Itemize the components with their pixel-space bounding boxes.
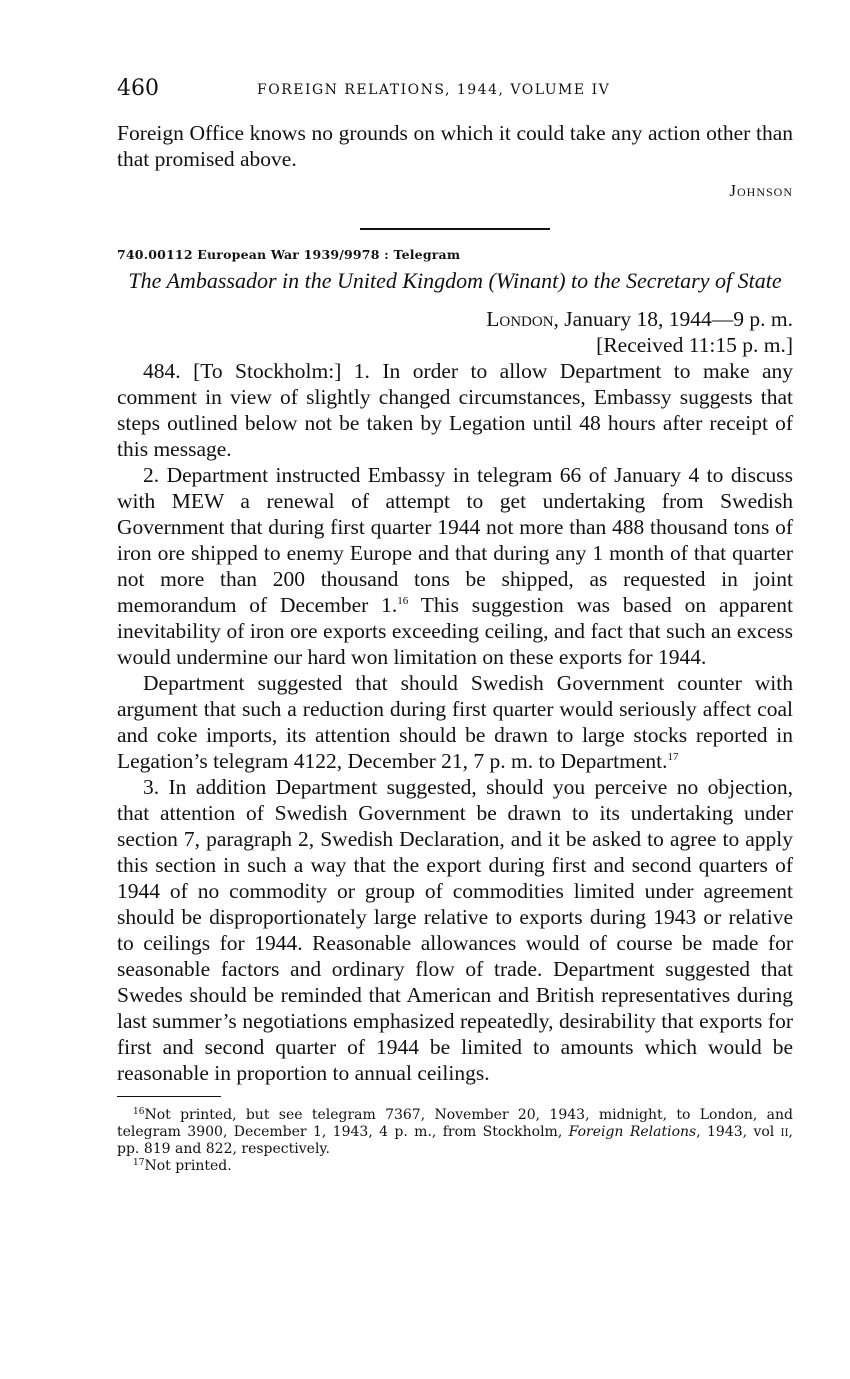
body-paragraph-1 [117, 358, 793, 462]
footnotes [117, 1107, 793, 1175]
footnote-ref-17[interactable]: 17 [667, 751, 679, 763]
dateline-city: London [486, 307, 554, 331]
paragraph-text: 3. In addition Department suggested, should you perceive no objection, that attention of Swedish Government be drawn to its undertaking under section 7, paragraph 2, Swedish Declaration, and it be asked to agree to apply this section in such a way that the export during first and second quarters of 1944 of no commodity or group of commodities limited under agreement should be disproportionately large relative to exports during 1943 or relative to ceilings for 1944. Reasonable allowances would of course be made for seasonable factors and ordinary flow of trade. Department suggested that Swedes should be reminded that American and British representatives during last summer’s negotiations emphasized repeatedly, desirability that exports for first and second quarter of 1944 be limited to amounts which would be reasonable in proportion to annual ceilings. [117, 775, 793, 1085]
paragraph-text: 484. [To Stockholm:] 1. In order to allow Department to make any comment in view of slightly changed circumstances, Embassy suggests that steps outlined below not be taken by Legation until 48 hours after receipt of this message. [117, 359, 793, 461]
footnote-17 [117, 1158, 793, 1175]
footnote-16 [117, 1107, 793, 1158]
dateline-date: , January 18, 1944—9 p. m. [553, 307, 793, 331]
continuation-paragraph: Foreign Office knows no grounds on which it could take any action other than that promised above. [117, 121, 793, 171]
body-paragraph-2 [117, 462, 793, 670]
document-page [117, 74, 793, 1175]
paragraph-text: This suggestion was based on apparent inevitability of iron ore exports exceeding ceiling, and fact that such an excess would undermine our hard won limitation on these exports for 1944. [117, 593, 793, 669]
running-header [117, 74, 793, 104]
received-line: [Received 11:15 p. m.] [596, 333, 793, 357]
footnote-volume: ii [780, 1124, 789, 1140]
footnote-text: , pp. 819 and 822, respectively. [117, 1124, 793, 1157]
footnote-text: , 1943, vol [696, 1124, 781, 1140]
paragraph-text: 2. Department instructed Embassy in telegram 66 of January 4 to discuss with MEW a renewal of attempt to get undertaking from Swedish Government that during first quarter 1944 not more than 488 thousand tons of iron ore shipped to enemy Europe and that during any 1 month of that quarter not more than 200 thousand tons be shipped, as requested in joint memorandum of December 1. [117, 463, 793, 617]
running-title: FOREIGN RELATIONS, 1944, VOLUME IV [257, 82, 611, 98]
section-divider [360, 228, 550, 230]
paragraph-text: Department suggested that should Swedish Government counter with argument that such a reduction during first quarter would seriously affect coal and coke imports, its attention should be drawn to large stocks reported in Legation’s telegram 4122, December 21, 7 p. m. to Department. [117, 671, 793, 773]
body-paragraph-3 [117, 670, 793, 774]
footnote-marker: 16 [133, 1107, 145, 1117]
footnote-ref-16[interactable]: 16 [397, 595, 409, 607]
file-reference: 740.00112 European War 1939/9978 : Telegram [117, 247, 461, 262]
signature: Johnson [729, 181, 793, 200]
footnote-text: Not printed, but see telegram 7367, November 20, 1943, midnight, to London, and telegram 3900, December 1, 1943, 4 p. m., from Stockholm, [117, 1107, 793, 1140]
dateline [117, 306, 793, 332]
footnote-marker: 17 [133, 1158, 145, 1168]
footnote-italic-title: Foreign Relations [568, 1124, 697, 1140]
body-paragraph-4 [117, 774, 793, 1086]
document-title: The Ambassador in the United Kingdom (Winant) to the Secretary of State [128, 268, 782, 293]
footnote-text: Not printed. [144, 1158, 232, 1174]
page-number: 460 [117, 76, 159, 101]
footnote-divider [117, 1096, 221, 1097]
